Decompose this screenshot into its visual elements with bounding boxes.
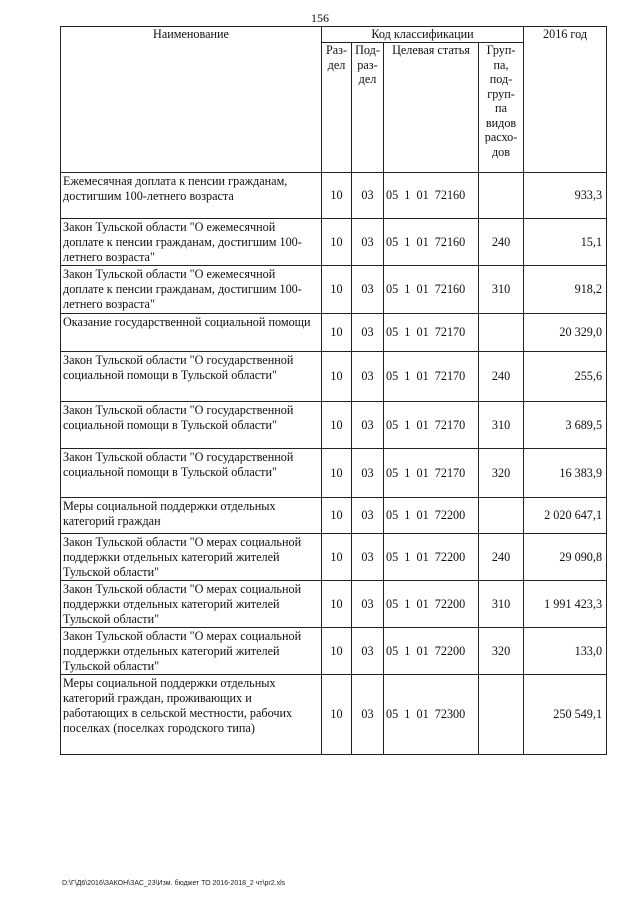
header-target: Целевая статья: [384, 43, 479, 173]
header-subsection: Под- раз- дел: [352, 43, 384, 173]
row-name: Закон Тульской области "О ежемесячной доплате к пенсии гражданам, достигшим 100-летнего возраста": [61, 219, 322, 266]
row-target: 05 1 01 72170: [384, 314, 479, 352]
row-group: [479, 314, 524, 352]
row-name: Закон Тульской области "О государственной социальной помощи в Тульской области": [61, 449, 322, 498]
table-row: [61, 628, 607, 675]
table-row: [61, 534, 607, 581]
table-body: [61, 173, 607, 755]
row-amount: 29 090,8: [524, 534, 607, 581]
row-name: Меры социальной поддержки отдельных категорий граждан: [61, 498, 322, 534]
row-amount: 1 991 423,3: [524, 581, 607, 628]
row-subsection: 03: [352, 173, 384, 219]
row-section: 10: [322, 352, 352, 402]
row-group: 310: [479, 402, 524, 449]
row-subsection: 03: [352, 628, 384, 675]
row-section: 10: [322, 402, 352, 449]
table-row: [61, 314, 607, 352]
row-section: 10: [322, 675, 352, 755]
row-amount: 250 549,1: [524, 675, 607, 755]
row-target: 05 1 01 72170: [384, 352, 479, 402]
row-subsection: 03: [352, 314, 384, 352]
row-amount: 20 329,0: [524, 314, 607, 352]
row-group: 310: [479, 581, 524, 628]
budget-table: [60, 26, 607, 755]
row-name: Закон Тульской области "О мерах социальной поддержки отдельных категорий жителей Тульской области": [61, 534, 322, 581]
row-subsection: 03: [352, 498, 384, 534]
row-name: Закон Тульской области "О государственной социальной помощи в Тульской области": [61, 352, 322, 402]
table-row: [61, 402, 607, 449]
row-target: 05 1 01 72160: [384, 173, 479, 219]
row-group: 320: [479, 449, 524, 498]
row-target: 05 1 01 72170: [384, 402, 479, 449]
row-name: Оказание государственной социальной помощи: [61, 314, 322, 352]
header-group: Груп- па, под- груп- па видов расхо- дов: [479, 43, 524, 173]
row-group: [479, 675, 524, 755]
row-group: 320: [479, 628, 524, 675]
row-group: 240: [479, 219, 524, 266]
row-group: 240: [479, 352, 524, 402]
row-name: Закон Тульской области "О государственной социальной помощи в Тульской области": [61, 402, 322, 449]
row-group: [479, 498, 524, 534]
row-name: Меры социальной поддержки отдельных категорий граждан, проживающих и работающих в сельской местности, рабочих поселках (поселках городского типа): [61, 675, 322, 755]
table-row: [61, 266, 607, 314]
row-amount: 255,6: [524, 352, 607, 402]
header-name: Наименование: [61, 27, 322, 173]
row-section: 10: [322, 498, 352, 534]
table-row: [61, 219, 607, 266]
table-row: [61, 352, 607, 402]
row-subsection: 03: [352, 352, 384, 402]
row-subsection: 03: [352, 402, 384, 449]
row-subsection: 03: [352, 675, 384, 755]
row-name: Закон Тульской области "О мерах социальной поддержки отдельных категорий жителей Тульской области": [61, 628, 322, 675]
row-subsection: 03: [352, 266, 384, 314]
row-subsection: 03: [352, 219, 384, 266]
row-section: 10: [322, 628, 352, 675]
row-target: 05 1 01 72160: [384, 219, 479, 266]
row-group: 240: [479, 534, 524, 581]
page-number: 156: [311, 11, 329, 25]
row-group: 310: [479, 266, 524, 314]
row-amount: 16 383,9: [524, 449, 607, 498]
table-row: [61, 675, 607, 755]
row-section: 10: [322, 534, 352, 581]
row-target: 05 1 01 72200: [384, 534, 479, 581]
row-subsection: 03: [352, 534, 384, 581]
footer-path: D:\Г\Д6\2016\ЗАКОН\ЗАС_23\Изм. бюджет ТО 2016-2018_2 чт\pr2.xls: [62, 880, 286, 887]
row-section: 10: [322, 219, 352, 266]
row-amount: 3 689,5: [524, 402, 607, 449]
table-row: [61, 581, 607, 628]
row-section: 10: [322, 449, 352, 498]
row-section: 10: [322, 581, 352, 628]
header-code: Код классификации: [322, 27, 524, 43]
row-target: 05 1 01 72200: [384, 581, 479, 628]
row-target: 05 1 01 72200: [384, 498, 479, 534]
row-subsection: 03: [352, 581, 384, 628]
header-year: 2016 год: [524, 27, 607, 173]
row-section: 10: [322, 173, 352, 219]
row-amount: 933,3: [524, 173, 607, 219]
row-subsection: 03: [352, 449, 384, 498]
row-target: 05 1 01 72200: [384, 628, 479, 675]
header-section: Раз- дел: [322, 43, 352, 173]
table-row: [61, 173, 607, 219]
row-group: [479, 173, 524, 219]
table-row: [61, 498, 607, 534]
row-amount: 918,2: [524, 266, 607, 314]
row-amount: 133,0: [524, 628, 607, 675]
row-name: Закон Тульской области "О ежемесячной доплате к пенсии гражданам, достигшим 100-летнего возраста": [61, 266, 322, 314]
row-target: 05 1 01 72160: [384, 266, 479, 314]
row-target: 05 1 01 72170: [384, 449, 479, 498]
row-amount: 2 020 647,1: [524, 498, 607, 534]
table-row: [61, 449, 607, 498]
row-target: 05 1 01 72300: [384, 675, 479, 755]
row-amount: 15,1: [524, 219, 607, 266]
row-name: Закон Тульской области "О мерах социальной поддержки отдельных категорий жителей Тульской области": [61, 581, 322, 628]
row-section: 10: [322, 314, 352, 352]
row-section: 10: [322, 266, 352, 314]
row-name: Ежемесячная доплата к пенсии гражданам, достигшим 100-летнего возраста: [61, 173, 322, 219]
